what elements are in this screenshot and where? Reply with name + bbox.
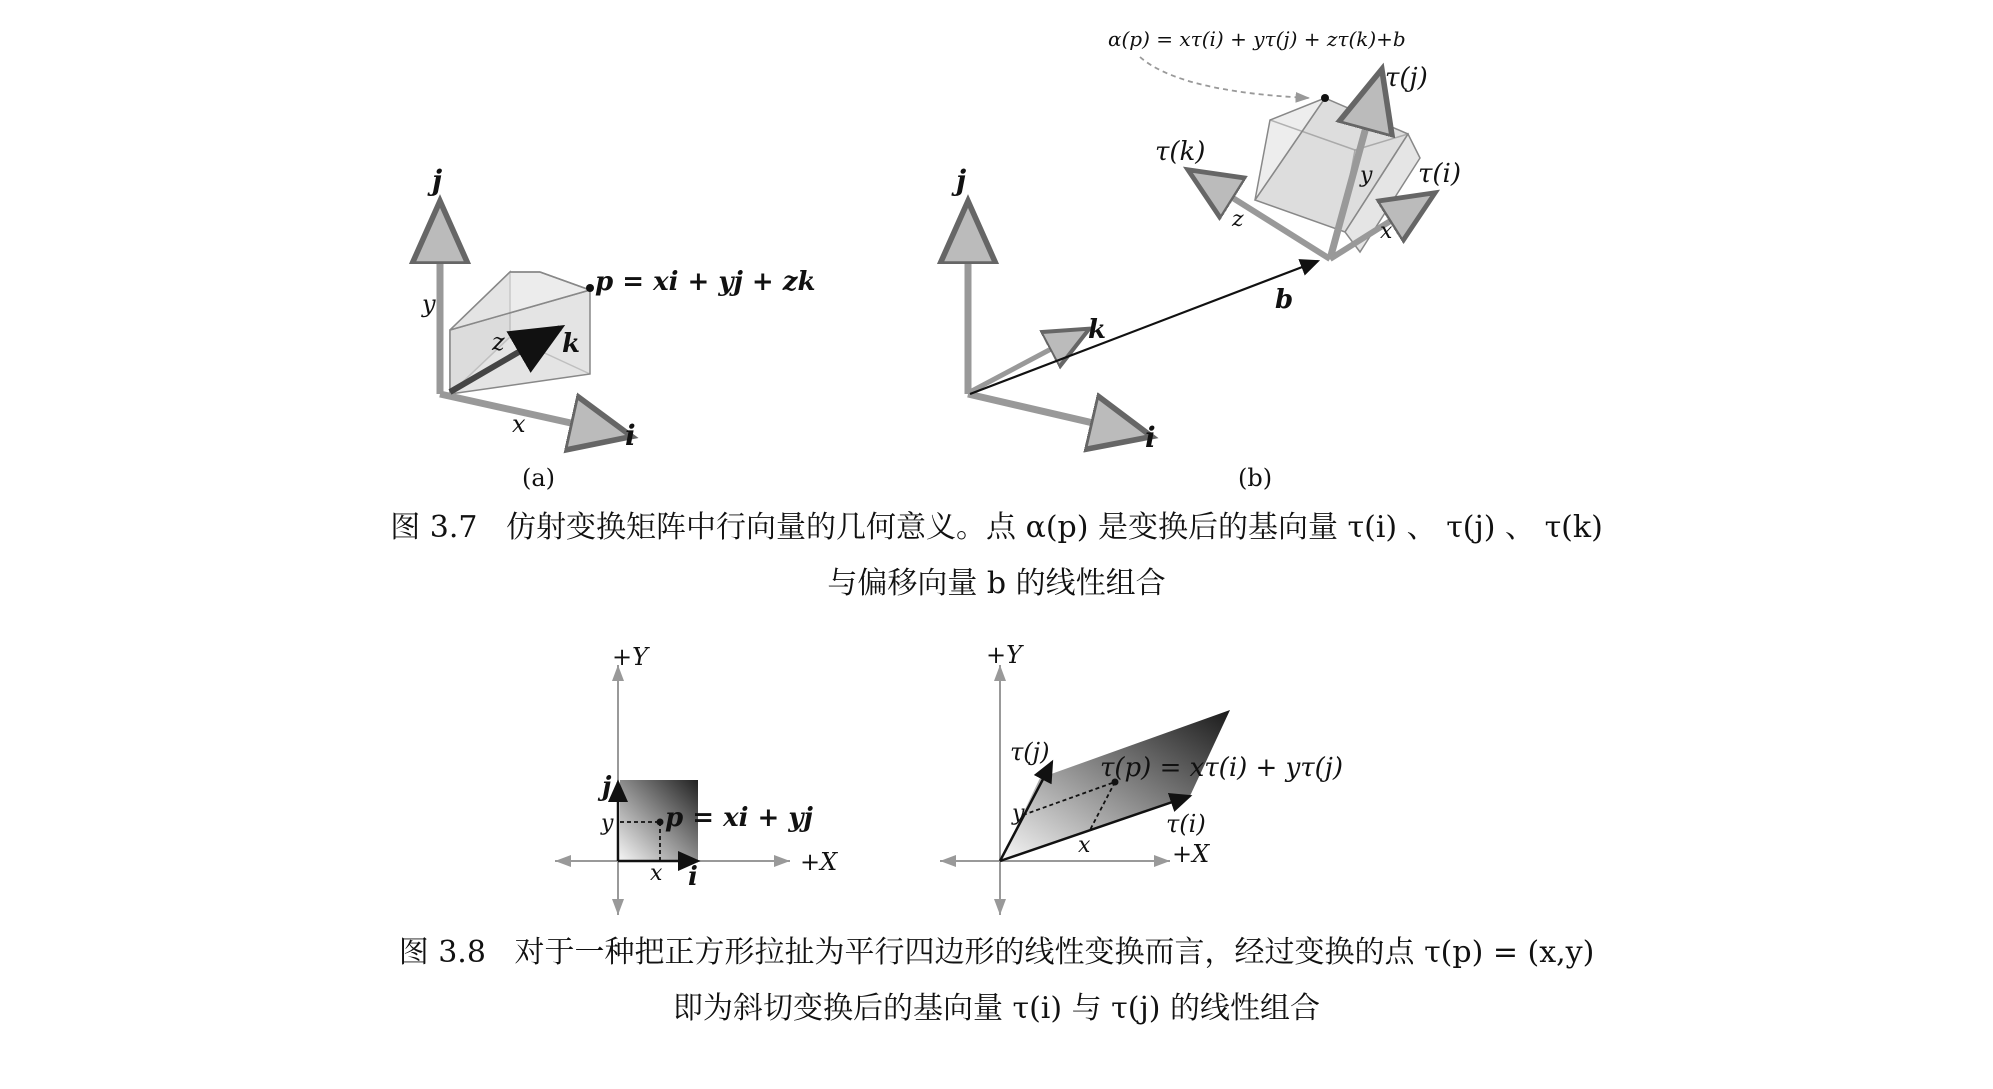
fig38r-point-equation: τ(p) = xτ(i) + yτ(j)	[1100, 753, 1344, 783]
fig38l-label-j: j	[602, 772, 612, 802]
fig37b-sublabel: (b)	[1238, 464, 1273, 492]
fig37a-label-z: z	[492, 328, 505, 356]
fig38r-label-plus-x: +X	[1172, 840, 1210, 868]
fig37b-label-tau-k: τ(k)	[1155, 137, 1206, 167]
fig38l-label-i: i	[688, 862, 698, 892]
fig38-caption-line2: 即为斜切变换后的基向量 τ(i) 与 τ(j) 的线性组合	[672, 991, 1321, 1026]
fig38r-label-plus-y: +Y	[986, 641, 1022, 669]
fig38r-label-tau-j: τ(j)	[1010, 738, 1050, 766]
fig38l-point-p	[657, 819, 664, 826]
fig37b-dashed-pointer	[1140, 57, 1310, 98]
fig37b-label-y: y	[1360, 163, 1373, 188]
fig37a-sublabel: (a)	[522, 464, 556, 492]
fig38l-label-x: x	[650, 861, 663, 886]
fig37b-label-i: i	[1145, 421, 1156, 454]
fig37b-label-j: j	[956, 164, 967, 197]
fig37b-label-z: z	[1232, 207, 1244, 232]
fig37-caption-line1: 图 3.7 仿射变换矩阵中行向量的几何意义。点 α(p) 是变换后的基向量 τ(i) 、 τ(j) 、 τ(k)	[390, 510, 1603, 545]
fig38l-label-plus-x: +X	[800, 848, 838, 876]
fig37a-label-y: y	[422, 290, 436, 318]
fig38r-label-y: y	[1012, 801, 1025, 826]
fig38-right-diagram	[940, 641, 1343, 915]
fig37b-label-b: b	[1275, 285, 1294, 315]
fig37b-alpha-equation: α(p) = xτ(i) + yτ(j) + zτ(k)+b	[1108, 27, 1406, 51]
fig37a-point-p	[586, 284, 594, 292]
fig37a-label-k: k	[562, 329, 581, 359]
fig37b-offset-vector	[970, 261, 1318, 394]
fig38-caption-line1: 图 3.8 对于一种把正方形拉扯为平行四边形的线性变换而言，经过变换的点 τ(p) = (x,y)	[398, 935, 1595, 970]
fig38l-point-equation: p = xi + yj	[665, 803, 813, 833]
fig37a-diagram	[421, 164, 816, 492]
fig38l-label-plus-y: +Y	[612, 643, 648, 671]
fig37b-axis-k	[970, 331, 1085, 392]
fig37a-axis-i	[440, 394, 625, 435]
fig37b-axis-i	[968, 394, 1145, 435]
fig37a-point-equation: p = xi + yj + zk	[595, 267, 816, 297]
fig37b-label-tau-i: τ(i)	[1418, 159, 1461, 189]
fig37a-label-j: j	[432, 164, 443, 197]
fig37a-label-i: i	[625, 419, 636, 452]
fig37-caption-line2: 与偏移向量 b 的线性组合	[827, 566, 1166, 601]
fig37b-label-k: k	[1088, 315, 1107, 345]
fig38r-label-x: x	[1078, 833, 1091, 858]
fig37b-diagram	[951, 27, 1461, 492]
fig37b-label-x: x	[1380, 219, 1393, 244]
fig38r-label-tau-i: τ(i)	[1166, 810, 1206, 838]
fig37b-label-tau-j: τ(j)	[1385, 63, 1428, 93]
fig38l-label-y: y	[601, 811, 614, 836]
fig38-caption	[0, 925, 1993, 1037]
fig37b-point-alpha	[1321, 94, 1329, 102]
fig38-left-diagram	[555, 643, 838, 915]
fig37a-label-x: x	[512, 410, 526, 438]
fig37-caption	[0, 500, 1993, 612]
